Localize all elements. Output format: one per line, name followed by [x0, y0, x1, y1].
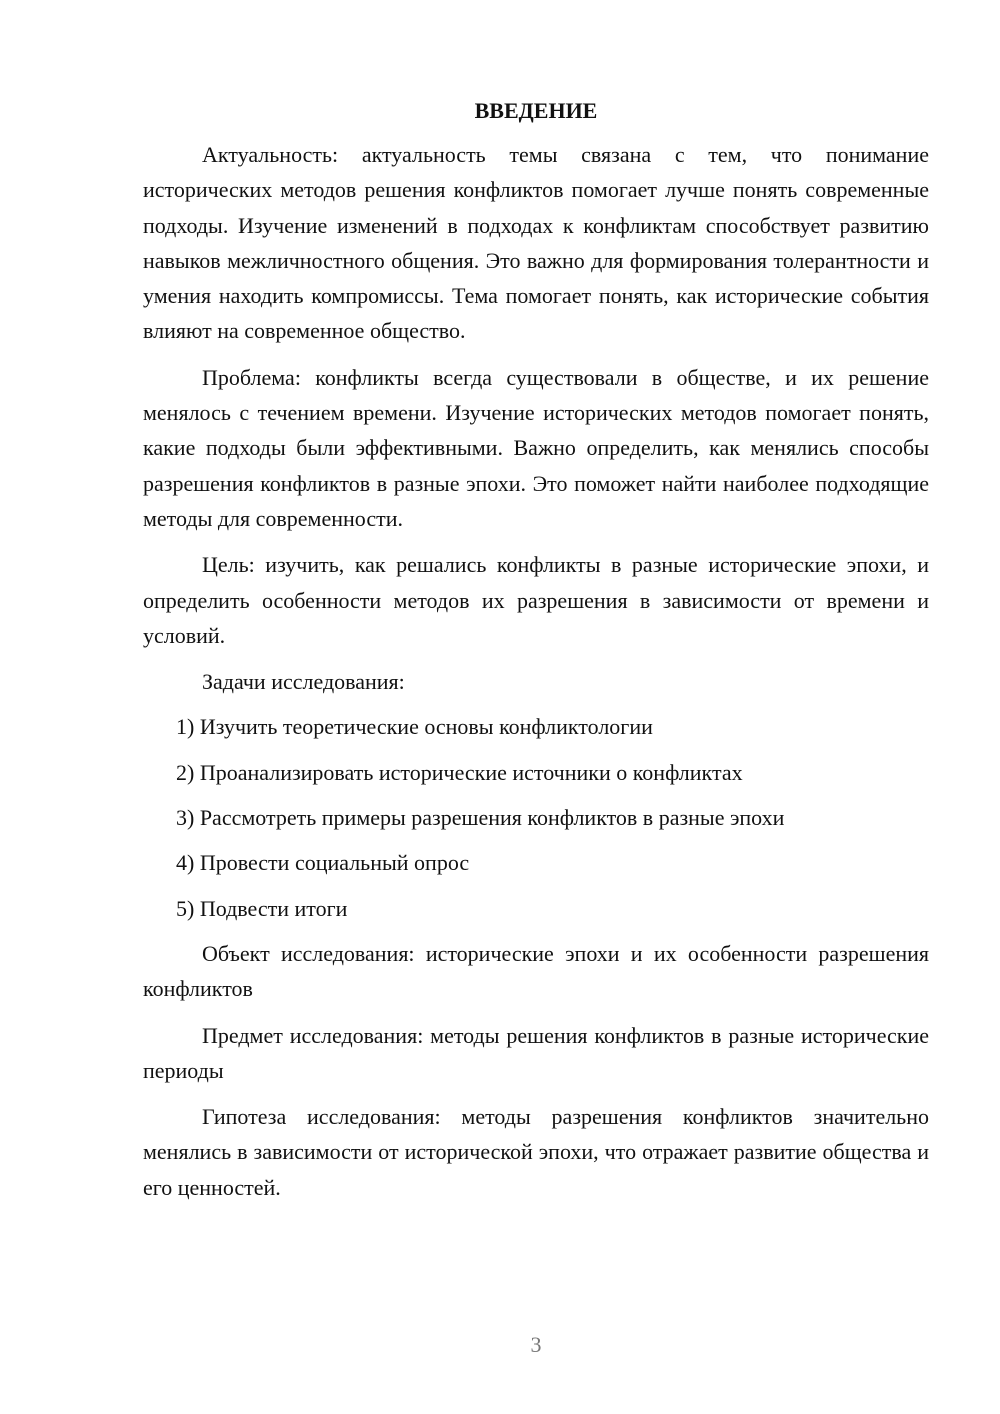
page-number: 3 [530, 1332, 542, 1357]
task-item: 5) Подвести итоги [176, 895, 348, 921]
paragraph-problem: Проблема: конфликты всегда существовали в обществе, и их решение менялось с течением времени. Изучение исторических методов помогает понять, какие подходы были эффективными. Важно определить, как менялись способы разрешения конфликтов в разные эпохи. Это поможет найти наиболее подходящие методы для современности. [143, 364, 929, 531]
task-item: 3) Рассмотреть примеры разрешения конфликтов в разные эпохи [176, 805, 785, 831]
paragraph-goal: Цель: изучить, как решались конфликты в разные исторические эпохи, и определить особенности методов их разрешения в зависимости от времени и условий. [143, 552, 929, 648]
paragraph-object: Объект исследования: исторические эпохи и их особенности разрешения конфликтов [143, 940, 929, 1002]
section-title: ВВЕДЕНИЕ [474, 98, 598, 123]
task-item: 2) Проанализировать исторические источники о конфликтах [176, 759, 743, 785]
paragraph-relevance: Актуальность: актуальность темы связана с тем, что понимание исторических методов решения конфликтов помогает лучше понять современные подходы. Изучение изменений в подходах к конфликтам способствует развитию навыков межличностного общения. Это важно для формирования толерантности и умения находить компромиссы. Тема помогает понять, как исторические события влияют на современное общество. [143, 142, 929, 344]
paragraph-subject: Предмет исследования: методы решения конфликтов в разные исторические периоды [143, 1022, 929, 1083]
page-content [143, 95, 929, 1216]
task-item: 4) Провести социальный опрос [176, 850, 470, 876]
paragraph-hypothesis: Гипотеза исследования: методы разрешения конфликтов значительно менялись в зависимости от исторической эпохи, что отражает развитие общества и его ценностей. [143, 1104, 929, 1200]
task-item: 1) Изучить теоретические основы конфликтологии [176, 714, 653, 740]
tasks-heading: Задачи исследования: [202, 669, 405, 695]
